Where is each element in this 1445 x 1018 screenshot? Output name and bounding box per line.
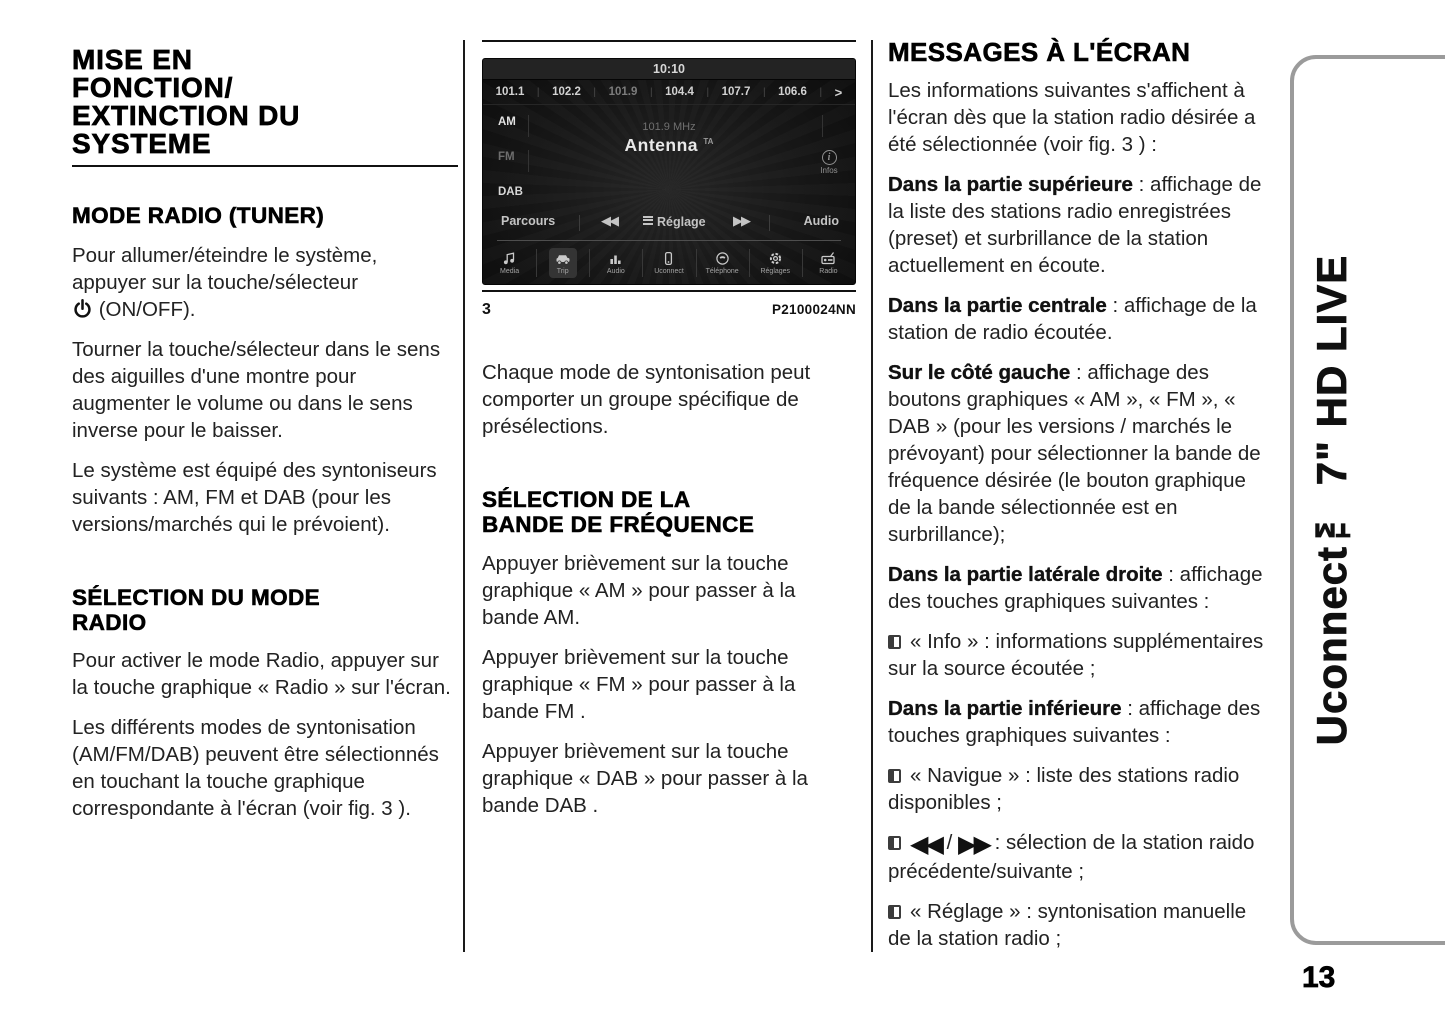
title-line: EXTINCTION DU <box>72 100 301 131</box>
page-number: 13 <box>1302 961 1336 994</box>
middle-column <box>482 40 856 832</box>
preset-station: 104.4 <box>665 86 694 98</box>
paragraph-dab: Appuyer brièvement sur la touche graphique « DAB » pour passer à la bande DAB . <box>482 740 808 817</box>
chapter-side-tab <box>1290 55 1445 945</box>
title-line: SYSTEME <box>72 128 212 159</box>
section-heading-mode-radio: MODE RADIO (TUNER) <box>72 203 325 228</box>
ta-flag: TA <box>703 137 714 147</box>
seek-forward-icon: ▶▶ <box>733 214 749 229</box>
radio-icon <box>820 251 836 266</box>
appbar-item-radio: Radio <box>802 242 855 284</box>
paragraph-tuners: Le système est équipé des syntoniseurs suivants : AM, FM et DAB (pour les versions/marchés qui le prévoient). <box>72 459 437 536</box>
paragraph-presets: Chaque mode de syntonisation peut comporter un groupe spécifique de présélections. <box>482 361 811 438</box>
square-bullet-icon <box>888 635 901 649</box>
radio-screen-figure <box>482 58 856 285</box>
gear-icon <box>768 251 783 266</box>
bullet-seek: ◀◀ / ▶▶ : sélection de la station raido précédente/suivante ; <box>888 830 1255 883</box>
section-heading-band-selection: SÉLECTION DE LA BANDE DE FRÉQUENCE <box>482 487 755 537</box>
audio-bars-icon <box>608 251 623 266</box>
appbar-item-uconnect: Uconnect <box>642 242 695 284</box>
figure-rule-bottom <box>482 290 856 292</box>
paragraph-am: Appuyer brièvement sur la touche graphique « AM » pour passer à la bande AM. <box>482 552 796 629</box>
appbar-item-media: Media <box>483 242 536 284</box>
square-bullet-icon <box>888 836 901 850</box>
paragraph-fm: Appuyer brièvement sur la touche graphique « FM » pour passer à la bande FM . <box>482 646 796 723</box>
seek-back-icon: ◀◀ <box>910 830 941 858</box>
seek-forward-icon: ▶▶ <box>958 830 989 858</box>
info-button: i Infos <box>820 152 838 175</box>
info-icon: i <box>822 150 837 165</box>
page-title <box>72 46 458 158</box>
preset-station: 102.2 <box>552 86 581 98</box>
paragraph-upper-part: Dans la partie supérieure : affichage de la liste des stations radio enregistrées (preset) et surbrillance de la station actuellement en écoute. <box>888 173 1262 277</box>
band-button-dab: DAB <box>498 186 523 198</box>
paragraph-radio-mode: Pour activer le mode Radio, appuyer sur la touche graphique « Radio » sur l'écran. <box>72 649 451 699</box>
station-name: Antenna $^{TA}$ <box>624 135 714 155</box>
control-row <box>483 211 855 237</box>
column-divider-right <box>871 40 873 952</box>
figure-caption <box>482 301 856 319</box>
uconnect-phone-icon <box>661 251 676 266</box>
appbar-item-telephone: Téléphone <box>696 242 749 284</box>
preset-station: 106.6 <box>778 86 807 98</box>
title-line: MISE EN <box>72 44 193 75</box>
bullet-info: « Info » : informations supplémentaires sur la source écoutée ; <box>888 630 1264 680</box>
paragraph-volume: Tourner la touche/sélecteur dans le sens des aiguilles d'une montre pour augmenter le volume ou dans le sens inverse pour le baisser. <box>72 338 441 442</box>
title-line: FONCTION/ <box>72 72 234 103</box>
paragraph-left-side: Sur le côté gauche : affichage des boutons graphiques « AM », « FM », « DAB » (pour les versions / marchés le prévoyant) pour sélectionner la bande de fréquence désirée (le bouton graphique de la bande sélectionnée est en surbrillance); <box>888 361 1261 546</box>
tune-button: Réglage <box>643 214 706 229</box>
paragraph-intro: Les informations suivantes s'affichent à l'écran dès que la station radio désirée a été sélectionnée (voir fig. 3 ) : <box>888 79 1256 156</box>
chapter-tab-label: Uconnect™ 7" HD LIVE <box>1308 254 1355 746</box>
browse-button: Parcours <box>501 214 556 228</box>
appbar-item-reglages: Réglages <box>749 242 802 284</box>
band-button-fm: FM <box>498 151 515 163</box>
control-divider <box>769 215 770 231</box>
square-bullet-icon <box>888 769 901 783</box>
paragraph-central-part: Dans la partie centrale : affichage de la station de radio écoutée. <box>888 294 1257 344</box>
trip-icon <box>555 251 571 266</box>
paragraph-on-off: Pour allumer/éteindre le système, appuyer sur la touche/sélecteur (ON/OFF). <box>72 244 378 321</box>
preset-row: 101.1 | 102.2 | 101.9 | 104.4 | 107.7 | 106.6 | > <box>483 80 855 105</box>
tune-list-icon <box>643 214 653 226</box>
paragraph-lower-part: Dans la partie inférieure : affichage des touches graphiques suivantes : <box>888 697 1261 747</box>
control-divider <box>579 215 580 231</box>
section-heading-selection-mode: SÉLECTION DU MODE RADIO <box>72 585 321 635</box>
telephone-icon <box>715 251 730 266</box>
frequency-readout: 101.9 MHz <box>642 121 696 133</box>
appbar-item-audio: Audio <box>589 242 642 284</box>
figure-code: P2100024NN <box>771 302 856 317</box>
bullet-tune: « Réglage » : syntonisation manuelle de la station radio ; <box>888 900 1247 950</box>
column-divider-left <box>463 40 465 952</box>
app-bar <box>483 242 855 284</box>
paragraph-right-side: Dans la partie latérale droite : affichage des touches graphiques suivantes : <box>888 563 1263 613</box>
section-heading-messages: MESSAGES À L'ÉCRAN <box>888 37 1191 67</box>
seek-back-icon: ◀◀ <box>601 214 617 229</box>
media-icon <box>502 251 517 266</box>
band-button-am: AM <box>498 116 516 128</box>
bullet-navigate: « Navigue » : liste des stations radio disponibles ; <box>888 764 1240 814</box>
figure-rule-top <box>482 40 856 42</box>
paragraph-modes: Les différents modes de syntonisation (AM/FM/DAB) peuvent être sélectionnés en touchant la touche graphique correspondante à l'écran (voir fig. 3 ). <box>72 716 439 820</box>
preset-next-icon: > <box>834 84 843 100</box>
preset-station-current: 101.9 <box>608 86 638 98</box>
right-column <box>888 37 1274 965</box>
figure-number: 3 <box>482 301 491 318</box>
appbar-divider <box>497 240 841 241</box>
left-column <box>72 46 458 835</box>
clock: 10:10 <box>483 59 855 80</box>
square-bullet-icon <box>888 905 901 919</box>
preset-station: 107.7 <box>721 86 751 98</box>
audio-button: Audio <box>803 214 839 228</box>
appbar-item-trip: Trip <box>536 242 589 284</box>
power-icon <box>72 298 93 319</box>
preset-station: 101.1 <box>495 86 525 98</box>
